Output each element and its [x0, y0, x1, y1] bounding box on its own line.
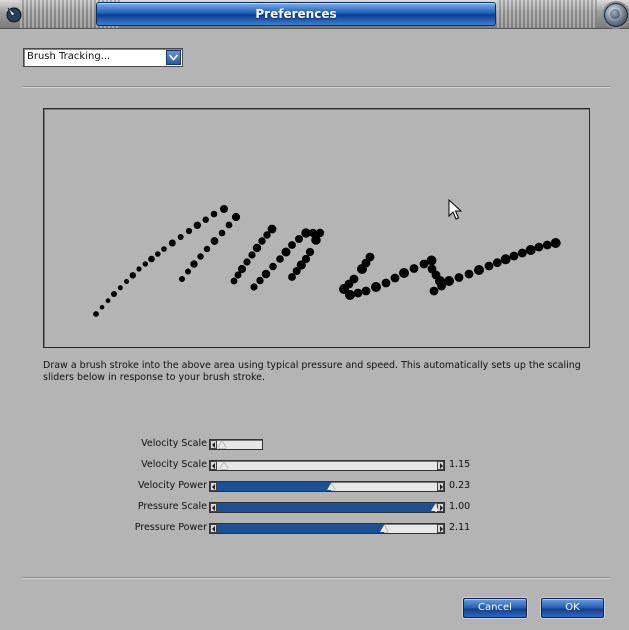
velocity-scale-slider-small[interactable]: [209, 439, 263, 450]
separator-bottom: [23, 577, 610, 579]
stroke-dot: [444, 276, 454, 286]
stroke-dot: [295, 235, 303, 243]
stroke-dot: [130, 272, 136, 278]
slider-row: [0, 459, 629, 473]
stroke-dot: [350, 275, 359, 284]
stroke-dot: [382, 279, 391, 288]
stroke-dot: [179, 276, 185, 282]
slider-row: [0, 480, 629, 494]
stroke-dot: [551, 238, 561, 248]
stroke-dot: [248, 251, 255, 258]
brush-stroke-drawing: [44, 109, 589, 347]
stroke-dot: [399, 268, 409, 278]
stroke-dot: [100, 305, 105, 310]
velocity-power-slider[interactable]: [209, 481, 445, 492]
stroke-dot: [474, 265, 484, 275]
stroke-dot: [185, 269, 191, 275]
stroke-dot: [136, 266, 141, 271]
stroke-dot: [93, 311, 99, 317]
slider-left-arrow-icon[interactable]: [210, 524, 217, 533]
ok-button[interactable]: OK: [541, 598, 604, 618]
stroke-dot: [106, 298, 111, 303]
stroke-dot: [526, 245, 536, 255]
stroke-dot: [391, 274, 400, 283]
slider-thumb[interactable]: [220, 462, 228, 469]
stroke-dot: [306, 248, 314, 256]
slider-label: Velocity Power: [137, 480, 207, 491]
stroke-dot: [311, 235, 321, 245]
window-title: Preferences: [255, 7, 337, 21]
cancel-button[interactable]: Cancel: [463, 598, 527, 618]
close-button[interactable]: [604, 3, 628, 27]
stroke-dot: [143, 261, 148, 266]
stroke-dot: [269, 263, 277, 271]
stroke-dot: [226, 222, 233, 229]
stroke-dot: [220, 205, 228, 213]
slider-left-arrow-icon[interactable]: [210, 440, 217, 449]
slider-label: Velocity Scale: [141, 438, 207, 449]
stroke-dot: [543, 241, 552, 250]
stroke-dot: [118, 285, 123, 290]
stroke-dot: [262, 270, 271, 279]
stroke-dot: [250, 283, 257, 290]
slider-label: Velocity Scale: [141, 459, 207, 470]
stroke-dot: [211, 211, 218, 218]
stroke-dot: [371, 282, 381, 292]
slider-right-arrow-icon[interactable]: [437, 482, 444, 491]
slider-value: 1.00: [449, 501, 471, 512]
stroke-dot: [455, 273, 464, 282]
slider-thumb[interactable]: [327, 483, 335, 490]
stroke-dot: [124, 279, 129, 284]
stroke-dot: [232, 213, 240, 221]
slider-right-arrow-icon[interactable]: [437, 524, 444, 533]
stroke-dot: [430, 287, 439, 296]
stroke-dot: [211, 237, 219, 245]
slider-fill: [210, 482, 331, 491]
stroke-dot: [111, 291, 117, 297]
stroke-dot: [178, 234, 184, 240]
slider-left-arrow-icon[interactable]: [210, 461, 217, 470]
chevron-down-icon[interactable]: [166, 50, 181, 65]
stroke-dot: [345, 290, 355, 300]
brush-stroke-area[interactable]: [43, 108, 590, 348]
stroke-dot: [190, 260, 197, 267]
stroke-dot: [253, 244, 261, 252]
stroke-dot: [186, 228, 192, 234]
slider-label: Pressure Scale: [137, 501, 207, 512]
preferences-category-dropdown[interactable]: [23, 48, 183, 67]
slider-left-arrow-icon[interactable]: [210, 482, 217, 491]
title-pill: [96, 2, 496, 26]
stroke-dot: [231, 278, 238, 285]
stroke-dot: [485, 262, 494, 271]
slider-value: 0.23: [449, 480, 471, 491]
app-icon: [4, 4, 24, 24]
pressure-power-slider[interactable]: [209, 523, 445, 534]
stroke-dot: [366, 253, 375, 262]
stroke-dot: [427, 256, 437, 266]
stroke-dot: [518, 249, 527, 258]
mouse-cursor-icon: [448, 199, 462, 221]
stroke-dot: [169, 240, 176, 247]
stroke-dot: [268, 225, 277, 234]
stroke-dot: [493, 258, 502, 267]
slider-value: 2.11: [449, 522, 471, 533]
title-bar-grip-right: [497, 0, 597, 28]
slider-row: [0, 438, 629, 452]
stroke-dot: [362, 287, 371, 296]
slider-fill: [210, 524, 384, 533]
slider-left-arrow-icon[interactable]: [210, 503, 217, 512]
stroke-dot: [197, 253, 203, 259]
slider-value: 1.15: [449, 459, 471, 470]
pressure-scale-slider[interactable]: [209, 502, 445, 513]
stroke-dot: [465, 270, 474, 279]
stroke-dot: [204, 246, 210, 252]
stroke-dot: [288, 241, 296, 249]
instructions-text: Draw a brush stroke into the above area using typical pressure and speed. This automatically sets up the scaling sliders below in response to your brush stroke.: [43, 360, 581, 383]
stroke-dot: [258, 237, 265, 244]
slider-row: [0, 522, 629, 536]
slider-thumb[interactable]: [380, 525, 388, 532]
velocity-scale-slider[interactable]: [209, 460, 445, 471]
slider-thumb[interactable]: [431, 504, 439, 511]
stroke-dot: [410, 264, 419, 273]
separator-top: [23, 86, 610, 88]
stroke-dot: [302, 255, 310, 263]
slider-row: [0, 501, 629, 515]
stroke-dot: [510, 252, 519, 261]
stroke-dot: [282, 248, 291, 257]
stroke-dot: [238, 265, 246, 273]
slider-label: Pressure Power: [134, 522, 207, 533]
title-bar: [0, 0, 629, 29]
slider-thumb[interactable]: [218, 441, 226, 448]
stroke-dot: [161, 246, 167, 252]
stroke-dot: [276, 255, 284, 263]
stroke-dot: [219, 230, 226, 237]
stroke-dot: [256, 277, 263, 284]
stroke-dot: [535, 243, 544, 252]
stroke-dot: [203, 217, 209, 223]
slider-fill: [210, 503, 435, 512]
stroke-dot: [501, 254, 511, 264]
dropdown-selected-value: Brush Tracking...: [27, 51, 111, 62]
stroke-dot: [194, 222, 201, 229]
slider-right-arrow-icon[interactable]: [437, 461, 444, 470]
stroke-dot: [148, 256, 155, 263]
stroke-dot: [243, 258, 250, 265]
stroke-dot: [354, 289, 363, 298]
stroke-dot: [155, 251, 161, 257]
